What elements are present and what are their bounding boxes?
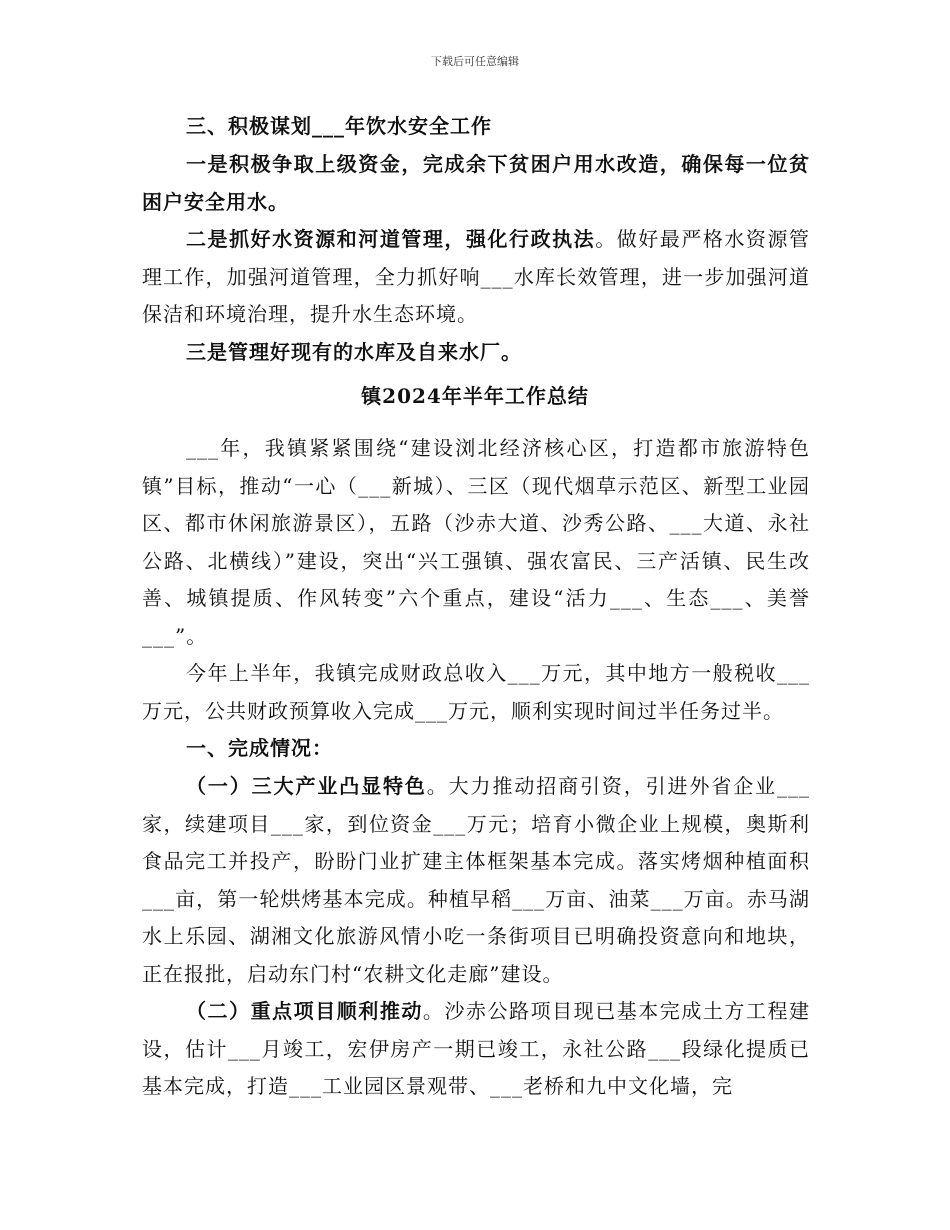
section3-point2 <box>142 221 810 334</box>
document-title: 镇2024年半年工作总结 <box>361 384 589 408</box>
section3-point2-body: 。做好最严格水资源管理工作，加强河道管理，全力抓好响___水库长效管理，进一步加强河道保洁和环境治理，提升水生态环境。 <box>142 227 811 326</box>
finance-paragraph: 今年上半年，我镇完成财政总收入___万元，其中地方一般税收___万元，公共财政预算收入完成___万元，顺利实现时间过半任务过半。 <box>142 661 810 723</box>
section1-heading: 一、完成情况： <box>186 736 333 760</box>
item1-body: 。大力推动招商引资，引进外省企业___家，续建项目___家，到位资金___万元；培育小微企业上规模，奥斯利食品完工并投产，盼盼门业扩建主体框架基本完成。落实烤烟种植面积___亩，第一轮烘烤基本完成。种植早稻___万亩、油菜___万亩。赤马湖水上乐园、湖湘文化旅游风情小吃一条街项目已明确投资意向和地块，正在报批，启动东门村“农耕文化走廊”建设。 <box>142 774 811 986</box>
item2-lead: （二）重点项目顺利推动 <box>186 999 423 1023</box>
item1-paragraph <box>142 768 810 993</box>
section3-heading: 三、积极谋划___年饮水安全工作 <box>186 114 492 138</box>
page-header: 下载后可任意编辑 <box>431 55 519 68</box>
item2-paragraph <box>142 993 810 1106</box>
section3-point1: 一是积极争取上级资金，完成余下贫困户用水改造，确保每一位贫困户安全用水。 <box>142 152 810 214</box>
section3-point2-lead: 二是抓好水资源和河道管理，强化行政执法 <box>186 227 596 251</box>
item2-body: 。沙赤公路项目现已基本完成土方工程建设，估计___月竣工，宏伊房产一期已竣工，永社公路___段绿化提质已基本完成，打造___工业园区景观带、___老桥和九中文化墙，完 <box>142 999 811 1098</box>
item1-lead: （一）三大产业凸显特色 <box>186 774 427 798</box>
section3-point3: 三是管理好现有的水库及自来水厂。 <box>186 340 522 364</box>
intro-paragraph: ___年，我镇紧紧围绕“建设浏北经济核心区，打造都市旅游特色镇”目标，推动“一心（___新城）、三区（现代烟草示范区、新型工业园区、都市休闲旅游景区），五路（沙赤大道、沙秀公路、___大道、永社公路、北横线）”建设，突出“兴工强镇、强农富民、三产活镇、民生改善、城镇提质、作风转变”六个重点，建设“活力___、生态___、美誉___”。 <box>142 436 810 648</box>
